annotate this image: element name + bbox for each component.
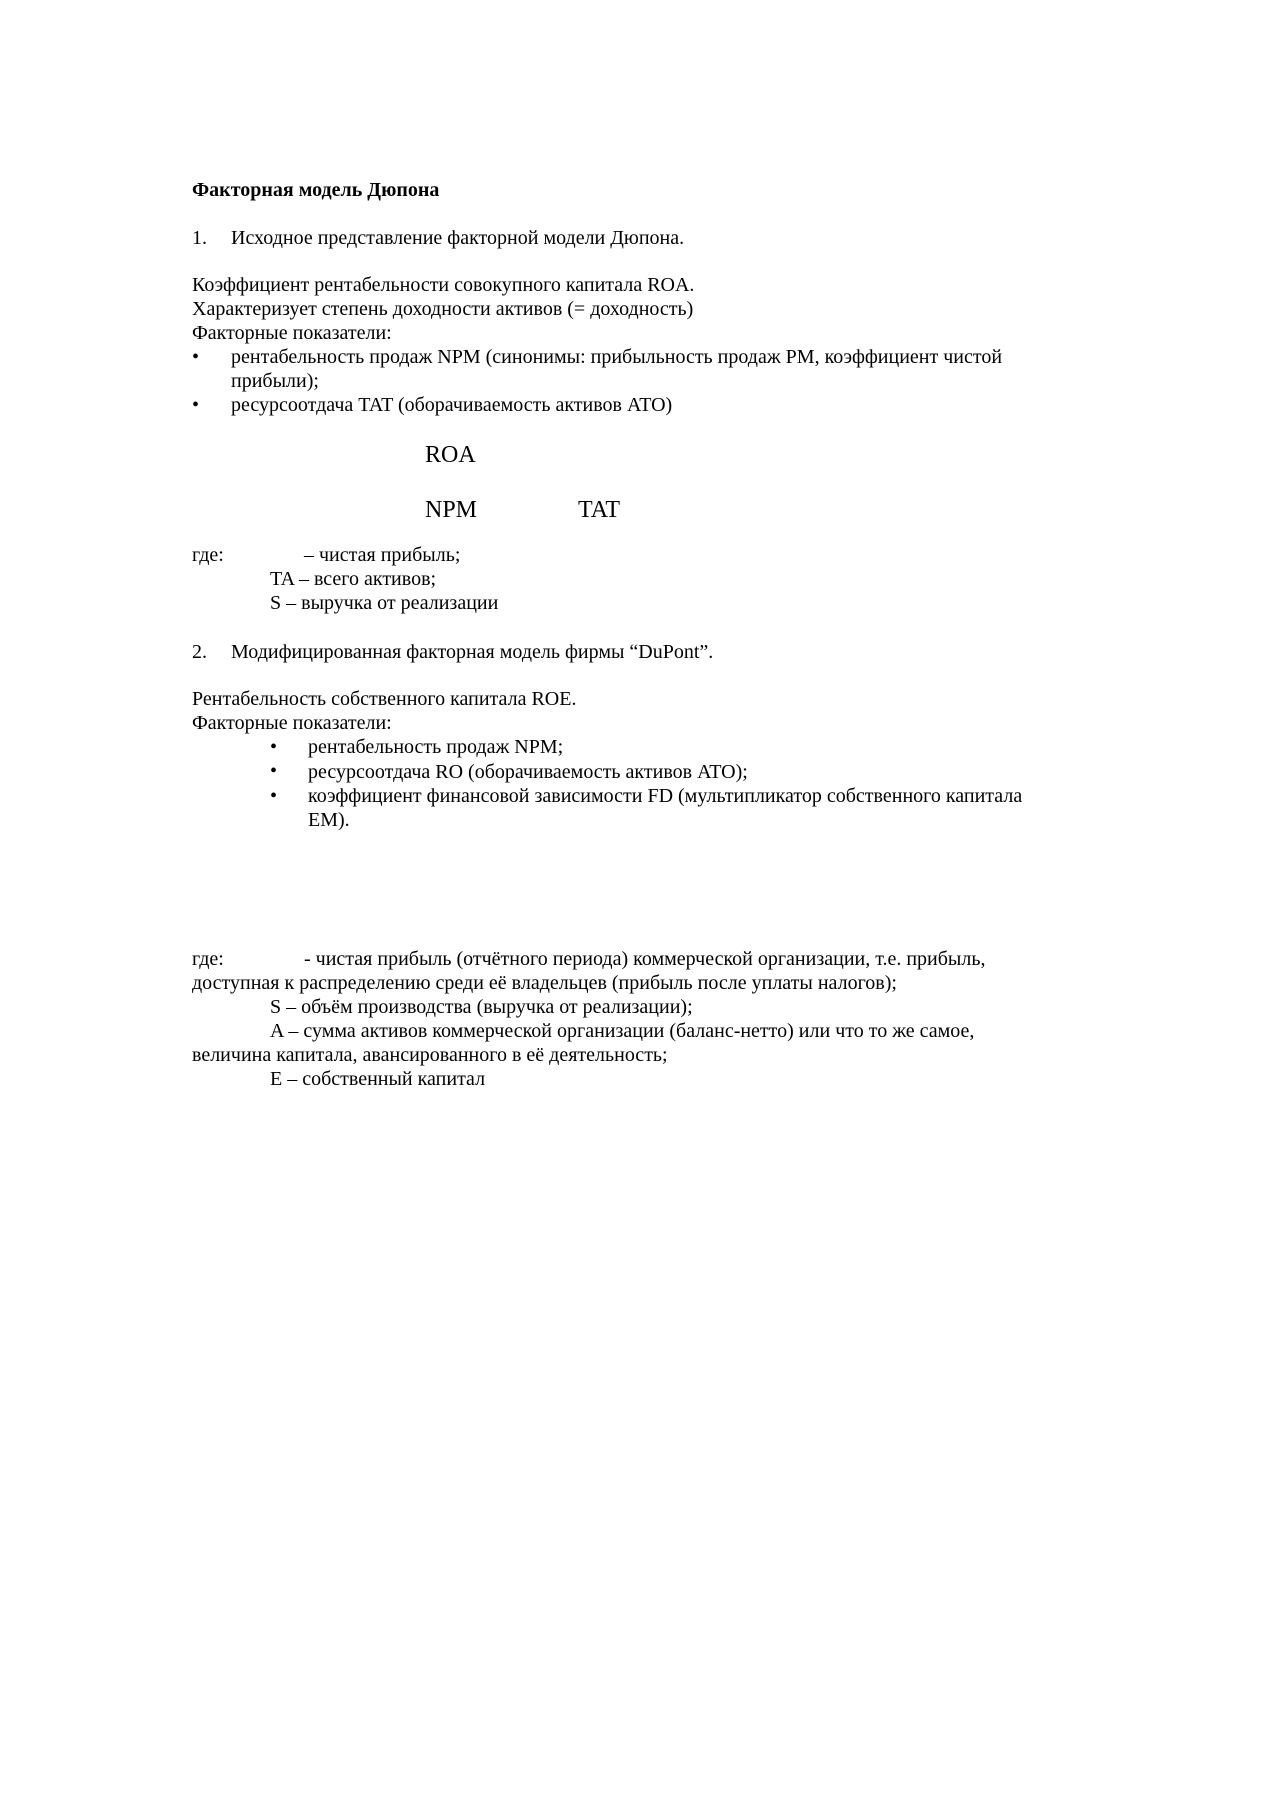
section2-where-label: где:	[192, 948, 224, 970]
section1-bullet-marker-1: •	[192, 346, 200, 368]
section1-where-net-profit: – чистая прибыль;	[304, 544, 461, 566]
section2-bullet-marker-3: •	[270, 785, 278, 807]
section2-where-s: S – объём производства (выручка от реализации);	[270, 996, 693, 1018]
section2-where-a-line1: A – сумма активов коммерческой организации (баланс-нетто) или что то же самое,	[270, 1020, 975, 1042]
section1-bullet-1-line1: рентабельность продаж NPM (синонимы: прибыльность продаж PM, коэффициент чистой	[231, 346, 1003, 368]
section1-bullet-marker-2: •	[192, 394, 200, 416]
section2-number: 2.	[192, 641, 207, 663]
section1-line-characterizes: Характеризует степень доходности активов (= доходность)	[192, 298, 694, 320]
section2-line-roe: Рентабельность собственного капитала ROE.	[192, 688, 577, 710]
section2-line-factors: Факторные показатели:	[192, 712, 392, 734]
section1-number: 1.	[192, 227, 207, 249]
section1-where-s: S – выручка от реализации	[270, 592, 499, 614]
section1-where-ta: TA – всего активов;	[270, 568, 437, 590]
section1-heading: Исходное представление факторной модели Дюпона.	[231, 227, 685, 249]
formula-tat: TAT	[578, 497, 621, 523]
section2-bullet-1-line1: рентабельность продаж NPM;	[308, 736, 564, 758]
section2-bullet-marker-2: •	[270, 760, 278, 782]
formula-npm: NPM	[425, 497, 478, 523]
section2-where-a-line2: величина капитала, авансированного в её деятельность;	[192, 1044, 668, 1066]
section2-bullet-3-line2: EM).	[308, 809, 350, 831]
section1-where-label: где:	[192, 544, 224, 566]
section2-where-p1-line2: доступная к распределению среди её владельцев (прибыль после уплаты налогов);	[192, 972, 897, 994]
section2-heading: Модифицированная факторная модель фирмы “DuPont”.	[231, 641, 714, 663]
section2-bullet-2-line1: ресурсоотдача RO (оборачиваемость активов ATO);	[308, 761, 748, 783]
formula-roa: ROA	[425, 442, 476, 468]
section2-bullet-3-line1: коэффициент финансовой зависимости FD (мультипликатор собственного капитала	[308, 785, 1023, 807]
section1-line-factors: Факторные показатели:	[192, 322, 392, 344]
section2-bullet-marker-1: •	[270, 736, 278, 758]
section1-line-roa: Коэффициент рентабельности совокупного капитала ROA.	[192, 274, 695, 296]
section2-where-e: E – собственный капитал	[270, 1068, 486, 1090]
document-title: Факторная модель Дюпона	[192, 179, 440, 201]
section2-where-p1-line1: - чистая прибыль (отчётного периода) коммерческой организации, т.е. прибыль,	[304, 948, 986, 970]
section1-bullet-2-line1: ресурсоотдача TAT (оборачиваемость активов ATO)	[231, 394, 673, 416]
section1-bullet-1-line2: прибыли);	[231, 370, 319, 392]
